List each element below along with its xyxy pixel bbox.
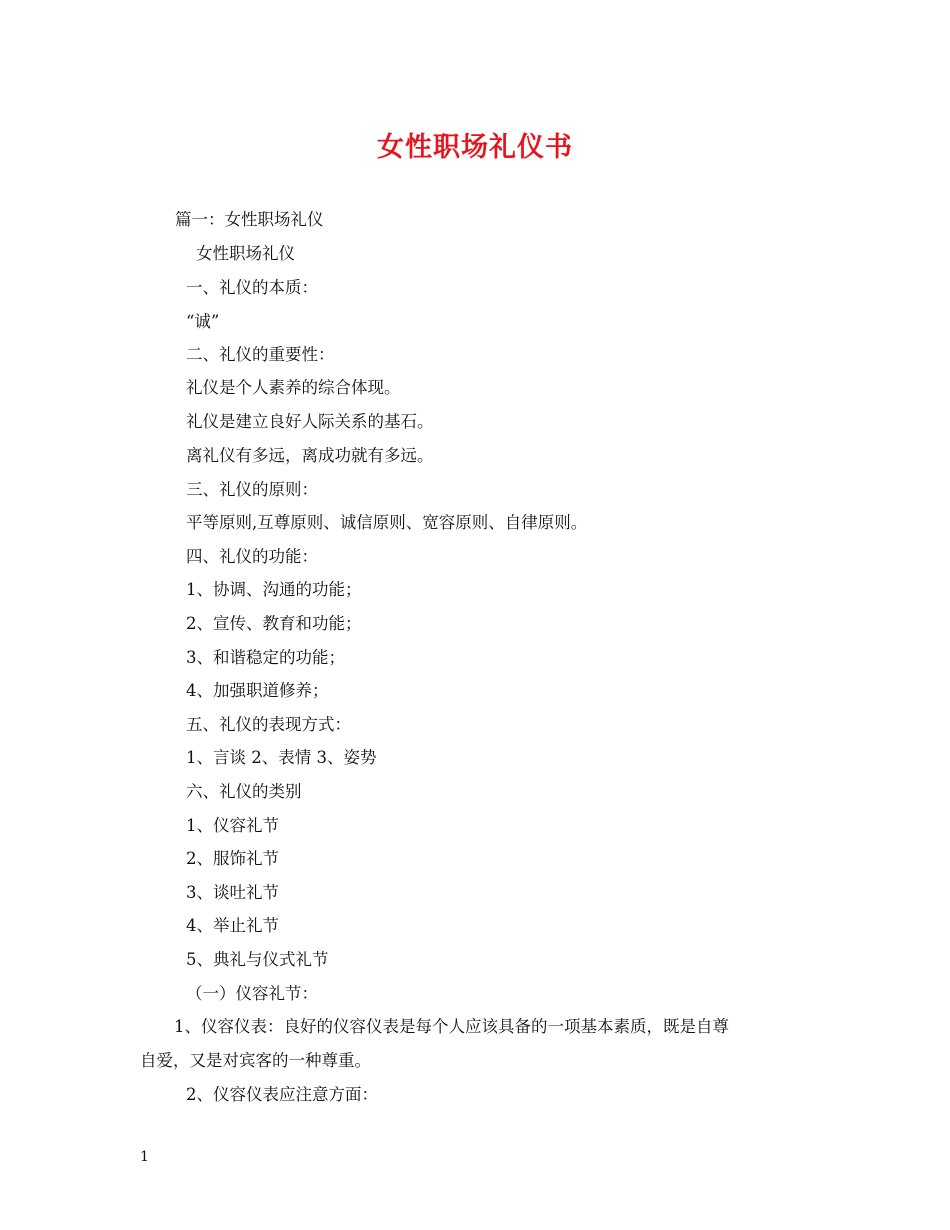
text-line: 4、加强职道修养； bbox=[186, 681, 329, 700]
text-line: 二、礼仪的重要性： bbox=[186, 345, 335, 364]
text-line: 礼仪是建立良好人际关系的基石。 bbox=[186, 412, 434, 431]
text-line: 2、服饰礼节 bbox=[186, 849, 279, 868]
text-line: 3、和谐稳定的功能； bbox=[186, 648, 345, 667]
text-line: 六、礼仪的类别 bbox=[186, 782, 302, 801]
text-line: （一）仪容礼节： bbox=[186, 984, 318, 1003]
text-line: 平等原则,互尊原则、诚信原则、宽容原则、自律原则。 bbox=[186, 513, 588, 532]
text-line: 离礼仪有多远，离成功就有多远。 bbox=[186, 446, 434, 465]
text-line: 三、礼仪的原则： bbox=[186, 480, 318, 499]
text-line: 3、谈吐礼节 bbox=[186, 883, 279, 902]
text-line: “诚” bbox=[186, 312, 220, 331]
text-line: 礼仪是个人素养的综合体现。 bbox=[186, 378, 401, 397]
text-line: 2、宣传、教育和功能； bbox=[186, 614, 362, 633]
text-line: 四、礼仪的功能： bbox=[186, 547, 318, 566]
text-line: 1、言谈 2、表情 3、姿势 bbox=[186, 748, 377, 767]
text-line: 篇一：女性职场礼仪 bbox=[175, 210, 324, 229]
text-line: 1、协调、沟通的功能； bbox=[186, 580, 362, 599]
text-line: 1、仪容礼节 bbox=[186, 816, 279, 835]
text-line: 1、仪容仪表：良好的仪容仪表是每个人应该具备的一项基本素质，既是自尊 bbox=[174, 1017, 729, 1036]
text-line: 2、仪容仪表应注意方面： bbox=[186, 1085, 378, 1104]
text-line: 自爱，又是对宾客的一种尊重。 bbox=[140, 1051, 371, 1070]
document-title: 女性职场礼仪书 bbox=[377, 132, 573, 163]
text-line: 一、礼仪的本质： bbox=[186, 278, 318, 297]
text-line: 4、举止礼节 bbox=[186, 916, 279, 935]
page-number: 1 bbox=[140, 1149, 149, 1165]
text-line: 女性职场礼仪 bbox=[196, 244, 295, 263]
text-line: 五、礼仪的表现方式： bbox=[186, 715, 351, 734]
text-line: 5、典礼与仪式礼节 bbox=[186, 950, 329, 969]
